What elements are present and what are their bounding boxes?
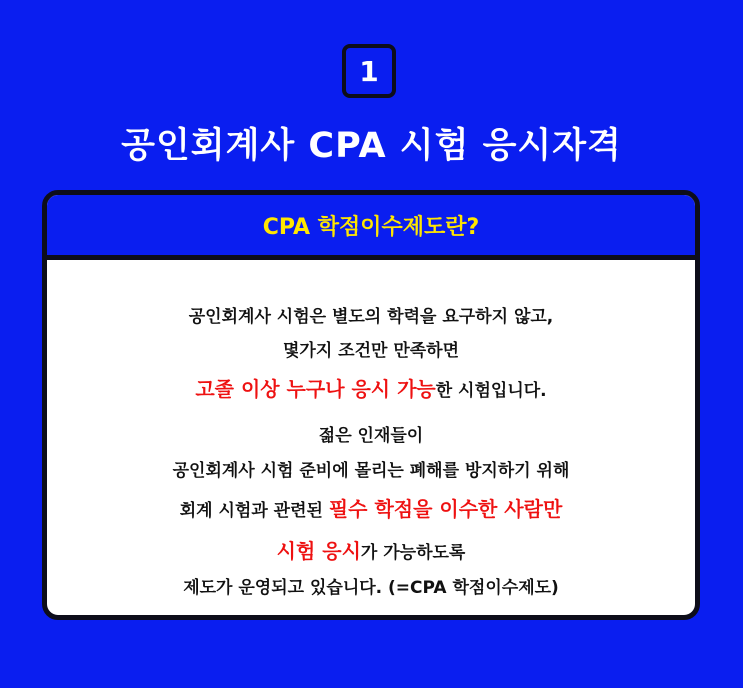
text-line-2: 몇가지 조건만 만족하면: [282, 341, 460, 361]
text-line-6: [47, 493, 695, 522]
text-segment: 가 가능하도록: [360, 543, 466, 563]
text-line-5: 공인회계사 시험 준비에 몰리는 폐해를 방지하기 위해: [172, 461, 570, 481]
text-line-8: 제도가 운영되고 있습니다. (=CPA 학점이수제도): [183, 578, 559, 598]
card-header-text: CPA 학점이수제도란?: [262, 214, 480, 240]
highlight-text: 고졸 이상 누구나 응시 가능: [195, 377, 436, 401]
text-segment: 회계 시험과 관련된: [179, 501, 329, 521]
text-line-3: [47, 373, 695, 402]
text-line-7: [47, 535, 695, 564]
card-body: [47, 260, 695, 620]
info-card: [42, 190, 700, 620]
highlight-text: 시험 응시: [276, 539, 361, 563]
step-number-badge: 1: [342, 44, 396, 98]
text-line-1: 공인회계사 시험은 별도의 학력을 요구하지 않고,: [188, 307, 554, 327]
highlight-text: 필수 학점을 이수한 사람만: [328, 497, 563, 521]
card-header: [47, 195, 695, 260]
page-title: 공인회계사 CPA 시험 응시자격: [121, 126, 622, 166]
text-line-4: 젊은 인재들이: [318, 426, 424, 446]
text-segment: 한 시험입니다.: [435, 381, 547, 401]
